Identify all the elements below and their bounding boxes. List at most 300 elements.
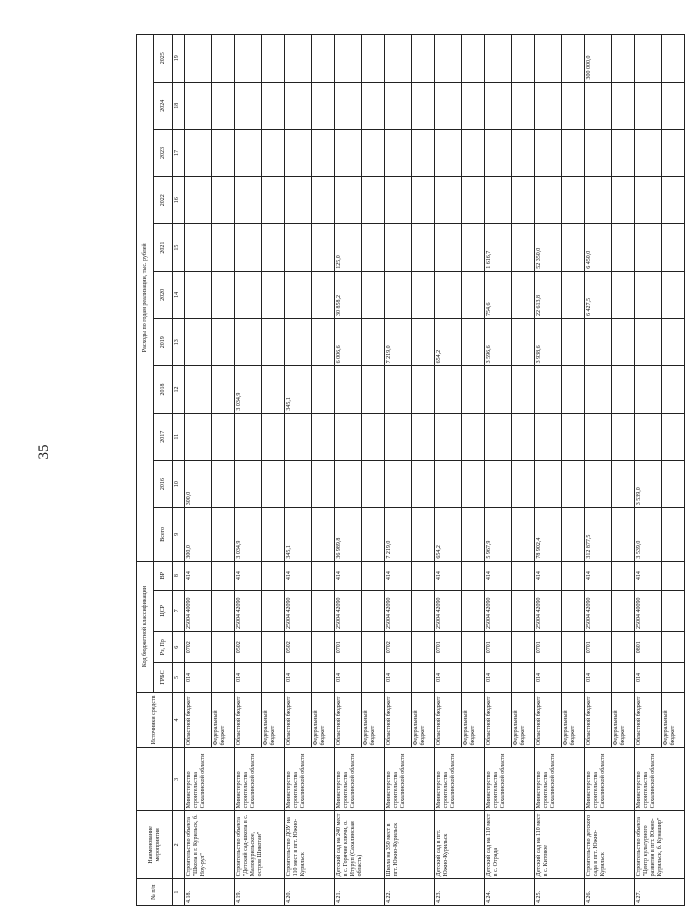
rzpr-code: 0502 [235, 631, 262, 663]
year-value [335, 82, 362, 129]
vr-code: 414 [435, 561, 462, 590]
year-value [362, 82, 385, 129]
total-value [212, 508, 235, 561]
year-value [362, 224, 385, 271]
header-year: 2016 [154, 460, 173, 507]
funding-source: Областной бюджет [535, 692, 562, 748]
year-value [335, 177, 362, 224]
year-value [512, 82, 535, 129]
total-value: 78 902,4 [535, 508, 562, 561]
year-value [662, 177, 685, 224]
header-year: 2023 [154, 129, 173, 176]
column-index: 10 [173, 460, 185, 507]
funding-source: Федеральный бюджет [662, 692, 685, 748]
year-value: 3 938,6 [535, 319, 562, 366]
row-number: 4.20. [285, 879, 335, 906]
year-value [412, 271, 435, 318]
vr-code [662, 561, 685, 590]
year-value [562, 35, 585, 83]
year-value [262, 35, 285, 83]
year-value [385, 224, 412, 271]
year-value [335, 366, 362, 413]
grbs-code: 014 [485, 663, 512, 692]
table-row [585, 35, 612, 906]
header-budget-code: Код бюджетной классификации [137, 561, 154, 692]
year-value [662, 271, 685, 318]
rzpr-code: 0801 [635, 631, 662, 663]
header-num: № п/п [137, 879, 173, 906]
year-value [462, 271, 485, 318]
year-value [585, 82, 612, 129]
grbs-code [362, 663, 385, 692]
year-value: 52 350,0 [535, 224, 562, 271]
year-value [462, 366, 485, 413]
year-value [635, 82, 662, 129]
year-value [512, 366, 535, 413]
year-value [235, 82, 262, 129]
year-value: 1 616,7 [485, 224, 512, 271]
header-executor [137, 748, 173, 811]
csr-code [612, 590, 635, 631]
year-value [412, 129, 435, 176]
rzpr-code: 0702 [185, 631, 212, 663]
header-expenses: Расходы по годам реализации, тыс. рублей [137, 35, 154, 562]
year-value [362, 177, 385, 224]
year-value [412, 177, 435, 224]
funding-source: Областной бюджет [335, 692, 362, 748]
column-index: 6 [173, 631, 185, 663]
funding-source: Областной бюджет [585, 692, 612, 748]
csr-code: 25004 42090 [435, 590, 462, 631]
funding-source: Областной бюджет [185, 692, 212, 748]
csr-code [562, 590, 585, 631]
grbs-code: 014 [435, 663, 462, 692]
year-value [635, 129, 662, 176]
year-value [212, 413, 235, 460]
year-value [235, 319, 262, 366]
year-value [612, 366, 635, 413]
year-value [435, 224, 462, 271]
csr-code: 25004 42090 [485, 590, 512, 631]
year-value [635, 319, 662, 366]
year-value [362, 413, 385, 460]
rzpr-code: 0701 [585, 631, 612, 663]
year-value [562, 460, 585, 507]
year-value [612, 129, 635, 176]
vr-code: 414 [585, 561, 612, 590]
column-index: 8 [173, 561, 185, 590]
year-value [535, 460, 562, 507]
header-csr: ЦСР [154, 590, 173, 631]
rzpr-code: 0701 [435, 631, 462, 663]
year-value [562, 129, 585, 176]
table-row [485, 35, 512, 906]
column-index: 2 [173, 811, 185, 879]
csr-code [512, 590, 535, 631]
table-row [385, 35, 412, 906]
year-value [235, 177, 262, 224]
vr-code [312, 561, 335, 590]
vr-code [262, 561, 285, 590]
year-value [185, 413, 212, 460]
year-value: 7 219,0 [385, 319, 412, 366]
header-total: Всего [154, 508, 173, 561]
year-value [612, 224, 635, 271]
total-value [412, 508, 435, 561]
year-value [412, 460, 435, 507]
grbs-code [612, 663, 635, 692]
column-index: 14 [173, 271, 185, 318]
executor-name: Министерство строительства Сахалинской области [235, 748, 285, 811]
table-row [535, 35, 562, 906]
year-value [462, 129, 485, 176]
year-value [262, 271, 285, 318]
event-name: Детский сад на 110 мест в с. Китовое [535, 811, 585, 879]
vr-code [412, 561, 435, 590]
total-value: 654,2 [435, 508, 462, 561]
year-value [312, 35, 335, 83]
csr-code: 25004 42090 [385, 590, 412, 631]
total-value [262, 508, 285, 561]
rzpr-code: 0702 [385, 631, 412, 663]
year-value [212, 224, 235, 271]
year-value [362, 366, 385, 413]
year-value [512, 413, 535, 460]
year-value: 754,6 [485, 271, 512, 318]
executor-name: Министерство строительства Сахалинской области [635, 748, 685, 811]
year-value: 300 000,0 [585, 35, 612, 83]
year-value [185, 82, 212, 129]
csr-code: 25004 42090 [285, 590, 312, 631]
year-value [312, 413, 335, 460]
year-value: 6 427,5 [585, 271, 612, 318]
year-value [312, 82, 335, 129]
header-year: 2018 [154, 366, 173, 413]
year-value [435, 129, 462, 176]
header-year: 2024 [154, 82, 173, 129]
csr-code: 25004 42090 [585, 590, 612, 631]
grbs-code [662, 663, 685, 692]
year-value: 30 858,2 [335, 271, 362, 318]
year-value [362, 35, 385, 83]
executor-name: Министерство строительства Сахалинской области [435, 748, 485, 811]
header-name: Наименование мероприятия [137, 811, 173, 879]
index-row [173, 35, 185, 906]
year-value [212, 271, 235, 318]
csr-code [662, 590, 685, 631]
column-index: 18 [173, 82, 185, 129]
funding-source: Федеральный бюджет [312, 692, 335, 748]
executor-name: Министерство строительства Сахалинской области [535, 748, 585, 811]
column-index: 9 [173, 508, 185, 561]
grbs-code: 014 [335, 663, 362, 692]
year-value [212, 129, 235, 176]
year-value [485, 82, 512, 129]
table-row [235, 35, 262, 906]
row-number: 4.26. [585, 879, 635, 906]
year-value [512, 460, 535, 507]
grbs-code: 014 [585, 663, 612, 692]
year-value: 3 539,0 [635, 460, 662, 507]
total-value: 3 034,9 [235, 508, 262, 561]
budget-sheet [136, 34, 676, 906]
year-value [535, 366, 562, 413]
grbs-code: 014 [635, 663, 662, 692]
year-value [635, 177, 662, 224]
year-value [562, 82, 585, 129]
year-value [185, 319, 212, 366]
funding-source: Областной бюджет [285, 692, 312, 748]
year-value [312, 319, 335, 366]
year-value [585, 177, 612, 224]
column-index: 17 [173, 129, 185, 176]
year-value [285, 177, 312, 224]
grbs-code [262, 663, 285, 692]
year-value [262, 413, 285, 460]
year-value [412, 82, 435, 129]
year-value [485, 366, 512, 413]
grbs-code: 014 [185, 663, 212, 692]
year-value [662, 460, 685, 507]
total-value: 300,0 [185, 508, 212, 561]
total-value [512, 508, 535, 561]
vr-code [512, 561, 535, 590]
executor-name: Министерство строительства Сахалинской области [585, 748, 635, 811]
funding-source: Областной бюджет [485, 692, 512, 748]
year-value [185, 35, 212, 83]
csr-code: 25004 42090 [535, 590, 562, 631]
year-value [385, 366, 412, 413]
year-value [512, 319, 535, 366]
year-value [435, 366, 462, 413]
rzpr-code [312, 631, 335, 663]
year-value [462, 82, 485, 129]
row-number: 4.27. [635, 879, 685, 906]
funding-source: Федеральный бюджет [412, 692, 435, 748]
year-value [585, 129, 612, 176]
total-value [662, 508, 685, 561]
column-index: 12 [173, 366, 185, 413]
year-value [285, 35, 312, 83]
table-row [335, 35, 362, 906]
event-name: Строительство объекта "Школа в г. Курильск, б. Ноу-рул" [185, 811, 235, 879]
funding-source: Областной бюджет [385, 692, 412, 748]
csr-code [462, 590, 485, 631]
year-value [485, 460, 512, 507]
csr-code: 25004 40090 [635, 590, 662, 631]
column-index: 15 [173, 224, 185, 271]
column-index: 16 [173, 177, 185, 224]
year-value [462, 413, 485, 460]
executor-name: Министерство строительства Сахалинской области [385, 748, 435, 811]
year-value [485, 413, 512, 460]
header-year: 2020 [154, 271, 173, 318]
year-value [212, 177, 235, 224]
year-value [662, 129, 685, 176]
year-value [212, 460, 235, 507]
csr-code [262, 590, 285, 631]
grbs-code [562, 663, 585, 692]
year-value [662, 35, 685, 83]
row-number: 4.23. [435, 879, 485, 906]
year-value [312, 271, 335, 318]
executor-name: Министерство строительства Сахалинской области [285, 748, 335, 811]
year-value [435, 82, 462, 129]
year-value [462, 224, 485, 271]
year-value [462, 460, 485, 507]
year-value [285, 413, 312, 460]
csr-code: 25004 40090 [185, 590, 212, 631]
year-value [412, 319, 435, 366]
grbs-code [462, 663, 485, 692]
year-value [385, 177, 412, 224]
vr-code: 414 [385, 561, 412, 590]
year-value [185, 129, 212, 176]
year-value [585, 319, 612, 366]
year-value [662, 413, 685, 460]
funding-source: Федеральный бюджет [612, 692, 635, 748]
event-name: Детский сад в пгт. Южно-Курильск [435, 811, 485, 879]
rzpr-code [212, 631, 235, 663]
total-value [612, 508, 635, 561]
year-value [312, 177, 335, 224]
year-value [662, 82, 685, 129]
year-value [435, 177, 462, 224]
year-value [412, 35, 435, 83]
year-value [412, 366, 435, 413]
year-value [335, 35, 362, 83]
year-value [512, 224, 535, 271]
funding-source: Областной бюджет [435, 692, 462, 748]
year-value [385, 413, 412, 460]
year-value [612, 319, 635, 366]
year-value [312, 460, 335, 507]
header-grbs: ГРБС [154, 663, 173, 692]
year-value [262, 177, 285, 224]
event-name: Детский сад на 110 мест в с. Отрада [485, 811, 535, 879]
year-value [562, 224, 585, 271]
year-value [285, 271, 312, 318]
header-rzpr: Рз, Пр [154, 631, 173, 663]
year-value [385, 35, 412, 83]
year-value [285, 460, 312, 507]
year-value [385, 129, 412, 176]
year-value [535, 413, 562, 460]
csr-code [412, 590, 435, 631]
event-name: Строительство детского сада в пгт. Южно-Курильск [585, 811, 635, 879]
event-name: Школа на 350 мест в пгт. Южно-Курильск [385, 811, 435, 879]
year-value [285, 224, 312, 271]
rzpr-code [462, 631, 485, 663]
total-value: 5 967,9 [485, 508, 512, 561]
year-value: 3 034,9 [235, 366, 262, 413]
year-value [485, 35, 512, 83]
year-value [235, 460, 262, 507]
vr-code: 414 [635, 561, 662, 590]
year-value: 3 596,6 [485, 319, 512, 366]
year-value [635, 224, 662, 271]
total-value: 36 989,8 [335, 508, 362, 561]
row-number: 4.21. [335, 879, 385, 906]
year-value [362, 319, 385, 366]
event-name: Строительство объекта "Детский сад-школа в с. Малокурильское, остров Шикотан" [235, 811, 285, 879]
grbs-code [512, 663, 535, 692]
row-number: 4.25. [535, 879, 585, 906]
vr-code: 414 [485, 561, 512, 590]
budget-table [136, 34, 685, 906]
column-index: 13 [173, 319, 185, 366]
year-value [312, 366, 335, 413]
year-value [362, 271, 385, 318]
grbs-code [412, 663, 435, 692]
year-value [385, 82, 412, 129]
total-value [462, 508, 485, 561]
year-value [412, 224, 435, 271]
funding-source: Федеральный бюджет [562, 692, 585, 748]
vr-code [362, 561, 385, 590]
table-row [635, 35, 662, 906]
grbs-code [212, 663, 235, 692]
table-row [285, 35, 312, 906]
header-year: 2017 [154, 413, 173, 460]
total-value: 7 219,0 [385, 508, 412, 561]
row-number: 4.24. [485, 879, 535, 906]
vr-code: 414 [285, 561, 312, 590]
year-value [585, 413, 612, 460]
year-value [562, 177, 585, 224]
vr-code: 414 [235, 561, 262, 590]
year-value [335, 129, 362, 176]
year-value [335, 413, 362, 460]
year-value [662, 224, 685, 271]
year-value [235, 35, 262, 83]
year-value [385, 271, 412, 318]
year-value [362, 460, 385, 507]
year-value [235, 413, 262, 460]
event-name: Строительство объекта "Центр культурного развития в пгт. Южно-Курильск, б. Кунашир" [635, 811, 685, 879]
csr-code [312, 590, 335, 631]
vr-code [612, 561, 635, 590]
year-value [262, 319, 285, 366]
rzpr-code [362, 631, 385, 663]
rzpr-code: 0701 [535, 631, 562, 663]
year-value [512, 129, 535, 176]
year-value [562, 271, 585, 318]
csr-code: 25004 42090 [335, 590, 362, 631]
year-value [535, 35, 562, 83]
year-value [512, 35, 535, 83]
year-value [212, 319, 235, 366]
funding-source: Федеральный бюджет [262, 692, 285, 748]
year-value: 345,1 [285, 366, 312, 413]
csr-code [212, 590, 235, 631]
year-value [535, 82, 562, 129]
year-value [612, 460, 635, 507]
page-number: 35 [36, 444, 52, 460]
grbs-code [312, 663, 335, 692]
year-value [485, 177, 512, 224]
funding-source: Федеральный бюджет [462, 692, 485, 748]
year-value [435, 413, 462, 460]
total-value: 345,1 [285, 508, 312, 561]
event-name: Строительство ДОУ на 110 мест в пгт. Южно-Курильск [285, 811, 335, 879]
year-value [562, 319, 585, 366]
vr-code [212, 561, 235, 590]
year-value [185, 271, 212, 318]
total-value: 312 877,5 [585, 508, 612, 561]
year-value [612, 82, 635, 129]
event-name: Детский сад на 240 мест в с. Горячие ключи, о. Итуруп (Сахалинская область) [335, 811, 385, 879]
